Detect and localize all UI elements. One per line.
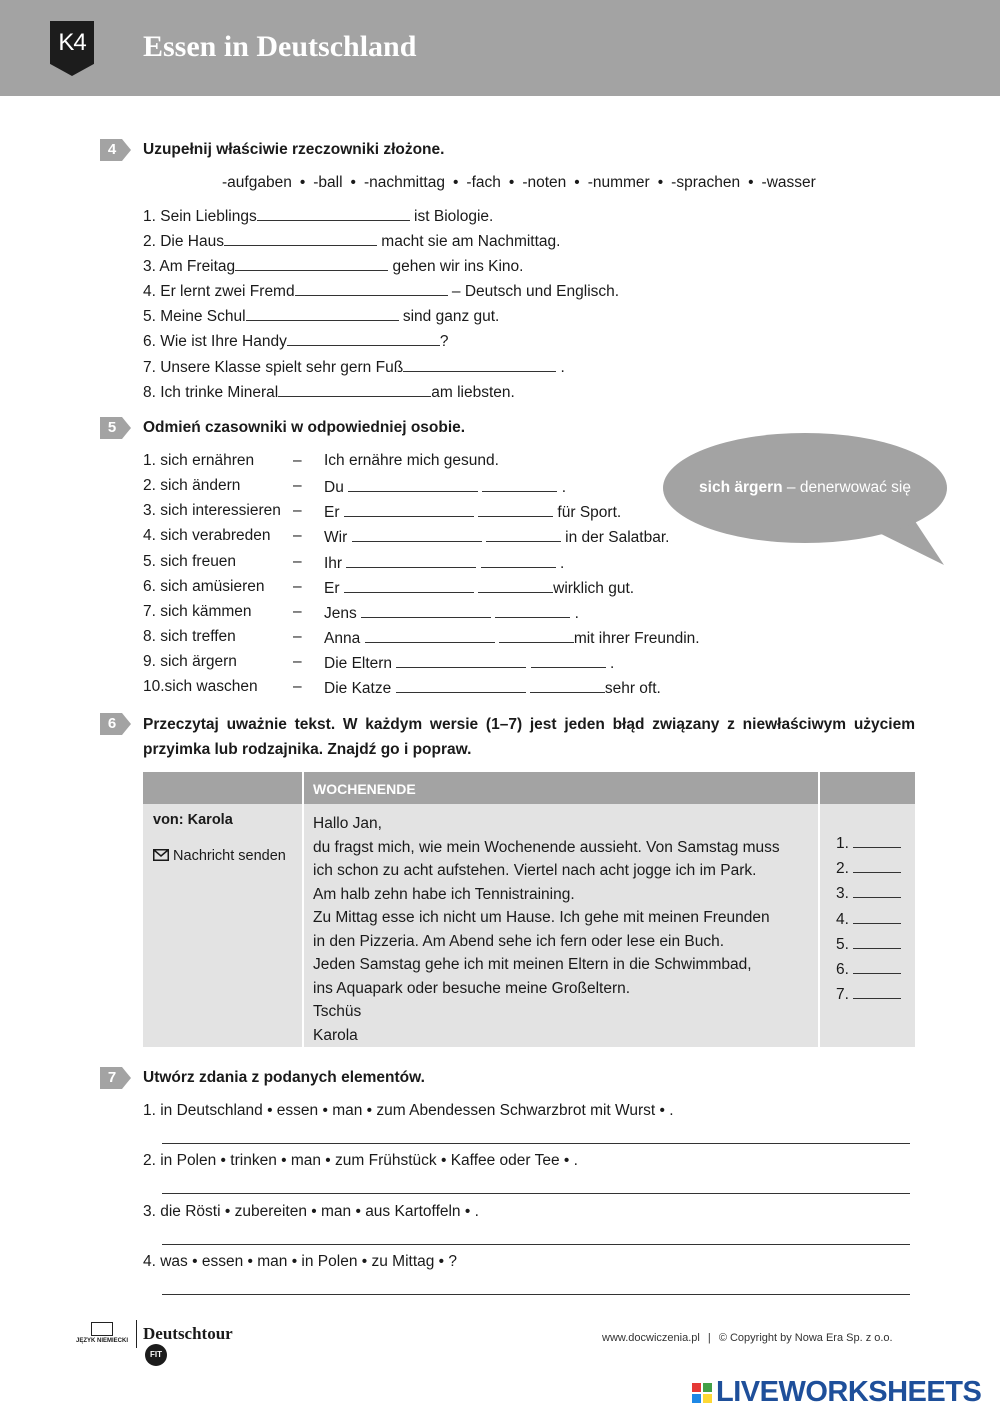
pronoun-blank[interactable] [478,502,553,517]
email-line: ich schon zu acht aufstehen. Viertel nach acht jogge ich im Park. [313,862,757,879]
verb-infinitive: 6. sich amüsieren [143,578,265,595]
sender-label: von: Karola [153,812,233,828]
answer-blank[interactable] [278,382,431,397]
sentence-end: mit ihrer Freundin. [573,630,700,647]
answer-blank[interactable] [235,256,388,271]
word-separator: • [657,174,664,191]
verb-blank[interactable] [396,678,526,693]
pronoun-blank[interactable] [530,678,605,693]
correction-blank[interactable] [853,858,901,873]
sentence-subject: Die Katze [324,680,392,697]
sentence-subject: Wir [324,529,348,546]
item-text: ? [439,333,449,350]
answer-blank[interactable] [287,331,440,346]
item-text: macht sie am Nachmittag. [376,233,561,250]
dash: – [293,502,302,519]
verb-infinitive: 8. sich treffen [143,628,236,645]
word-bank-item: -noten [522,174,567,191]
verb-blank[interactable] [348,477,478,492]
book-icon [91,1322,113,1336]
exercise-6-instruction: Przeczytaj uważnie tekst. W każdym wersie (1–7) jest jeden błąd związany z niewłaściwym użyciem przyimka lub rodzajnika. Znajdź go i popraw. [143,716,915,758]
dash: – [293,678,302,695]
table-header-row [143,772,915,804]
exercise-7-prompt: 1. in Deutschland • essen • man • zum Abendessen Schwarzbrot mit Wurst • . [143,1102,674,1119]
sentence-end: sehr oft. [604,680,661,697]
pronoun-blank[interactable] [531,653,606,668]
word-bank-item: -fach [466,174,501,191]
exercise-4-instruction: Uzupełnij właściwie rzeczowniki złożone. [143,141,445,158]
verb-infinitive: 9. sich ärgern [143,653,237,670]
verb-infinitive: 10.sich waschen [143,678,258,695]
exercise-5-sentence [324,477,566,497]
email-line: Zu Mittag esse ich nicht um Hause. Ich gehe mit meinen Freunden [313,909,770,926]
email-line: Am halb zehn habe ich Tennistraining. [313,885,575,903]
sentence-subject: Du [324,479,344,496]
sentence-subject: Anna [324,630,361,647]
pronoun-blank[interactable] [478,578,553,593]
answer-blank[interactable] [403,357,556,372]
dash: – [293,553,302,570]
sentence-end: . [555,555,565,572]
email-line: ins Aquapark oder besuche meine Großeltern. [313,979,631,997]
word-bank [222,174,816,192]
item-text: 6. Wie ist Ihre Handy [143,333,287,350]
item-text: 5. Meine Schul [143,308,246,325]
dash: – [293,603,302,620]
exercise-5-sentence [324,603,579,623]
answer-line[interactable] [162,1143,910,1144]
sentence-subject: Die Eltern [324,655,393,672]
pronoun-blank[interactable] [482,477,557,492]
liveworksheets-icon [692,1383,712,1403]
chapter-badge-label: K4 [58,29,86,56]
email-table [143,772,915,1047]
correction-blank[interactable] [853,909,901,924]
exercise-4-item [143,306,499,326]
exercise-4-item [143,206,493,226]
correction-blank[interactable] [853,833,901,848]
answer-item [836,907,901,932]
sentence-subject: Ihr [324,555,343,572]
dash: – [293,628,302,645]
word-separator: • [299,174,306,191]
item-text: am liebsten. [431,384,515,401]
sentence-end: in der Salatbar. [560,529,670,546]
dash: – [293,477,302,494]
exercise-5-instruction: Odmień czasowniki w odpowiedniej osobie. [143,419,466,436]
answer-blank[interactable] [224,231,377,246]
sentence-end: . [557,479,567,496]
item-text: . [556,359,565,376]
answer-item [836,831,901,856]
item-text: – Deutsch und Englisch. [447,283,620,300]
exercise-4-item [143,281,619,301]
email-line: Jeden Samstag gehe ich mit meinen Eltern in die Schwimmbad, [313,956,752,973]
answer-blank[interactable] [257,206,410,221]
exercise-7-prompt: 2. in Polen • trinken • man • zum Frühstück • Kaffee oder Tee • . [143,1152,578,1169]
item-text: gehen wir ins Kino. [388,258,524,275]
answer-number: 6. [836,961,849,979]
exercise-7-prompt: 4. was • essen • man • in Polen • zu Mittag • ? [143,1253,458,1270]
exercise-5-sentence [324,527,669,547]
exercise-5-sentence [324,502,621,522]
exercise-7-number: 7 [100,1067,130,1089]
pronoun-blank[interactable] [495,603,570,618]
answer-number: 4. [836,910,849,928]
correction-blank[interactable] [853,959,901,974]
answer-blank[interactable] [295,281,448,296]
answer-item [836,932,901,957]
sentence-subject: Jens [324,605,357,622]
answer-number: 1. [836,835,849,852]
correction-blank[interactable] [853,934,901,949]
email-line: du fragst mich, wie mein Wochenende aussieht. Von Samstag muss [313,838,780,856]
pronoun-blank[interactable] [486,527,561,542]
verb-blank[interactable] [344,578,474,593]
word-bank-item: -nachmittag [363,174,445,191]
verb-blank[interactable] [346,553,476,568]
exercise-7-instruction: Utwórz zdania z podanych elementów. [143,1069,425,1086]
answer-item [836,982,901,1007]
exercise-5-sentence [324,578,634,598]
word-bank-item: -aufgaben [222,174,292,191]
answer-line[interactable] [162,1244,910,1245]
speech-bubble [663,433,947,543]
verb-blank[interactable] [365,628,495,643]
bubble-verb: sich ärgern [699,479,783,496]
verb-infinitive: 3. sich interessieren [143,502,281,519]
word-separator: • [574,174,580,191]
exercise-7-prompt: 3. die Rösti • zubereiten • man • aus Kartoffeln • . [143,1203,479,1220]
answer-number: 2. [836,860,849,878]
logo-fit-badge: FIT [145,1344,167,1366]
exercise-5-sentence [324,653,614,673]
dash: – [293,578,302,595]
item-text: 3. Am Freitag [143,258,236,275]
exercise-6-number: 6 [100,713,130,735]
exercise-4-item [143,382,515,402]
email-line: Hallo Jan, [313,815,382,832]
sentence-end: wirklich gut. [553,580,635,597]
envelope-icon [153,849,169,861]
word-separator: • [508,174,515,191]
exercise-5-number: 5 [100,417,130,439]
item-text: sind ganz gut. [398,308,500,325]
verb-blank[interactable] [396,653,526,668]
correction-blank[interactable] [853,883,901,898]
exercise-5-sentence [324,553,564,573]
verb-infinitive: 1. sich ernähren [143,452,255,469]
item-text: 2. Die Haus [143,233,224,250]
bubble-translation: – denerwować się [782,479,911,496]
email-line: Karola [313,1026,358,1044]
verb-infinitive: 5. sich freuen [143,553,237,570]
email-body [313,812,780,1047]
pronoun-blank[interactable] [481,553,556,568]
answer-item [836,856,901,881]
word-separator: • [748,174,754,191]
page-header [0,0,1000,96]
item-text: 8. Ich trinke Mineral [143,384,279,401]
footer-copyright: www.docwiczenia.pl | © Copyright by Nowa Era Sp. z o.o. [602,1332,893,1344]
email-line: Tschüs [313,1003,362,1020]
exercise-4-item [143,256,523,276]
answer-item [836,957,901,982]
answer-column [836,831,901,1007]
answer-line[interactable] [162,1193,910,1194]
answer-blank[interactable] [246,306,399,321]
exercise-5-sentence [324,678,661,698]
dash: – [293,653,302,670]
item-text: 4. Er lernt zwei Fremd [143,283,295,300]
email-line: in den Pizzeria. Am Abend sehe ich fern oder lese ein Buch. [313,932,724,950]
sentence-subject: Ich ernähre mich gesund. [324,452,499,469]
item-text: 1. Sein Lieblings [143,208,257,225]
exercise-5-sentence [324,628,700,648]
word-bank-item: -sprachen [671,174,741,191]
exercise-5-sentence [324,452,499,470]
answer-number: 7. [836,986,849,1004]
verb-blank[interactable] [344,502,474,517]
sentence-subject: Er [324,504,340,521]
word-bank-item: -wasser [761,174,816,191]
send-message-link[interactable] [153,848,286,864]
verb-blank[interactable] [352,527,482,542]
answer-number: 5. [836,935,849,953]
table-header-title: WOCHENENDE [313,781,416,797]
page-title: Essen in Deutschland [143,30,417,63]
logo-brand: Deutschtour [143,1324,233,1343]
answer-number: 3. [836,885,849,903]
item-text: ist Biologie. [409,208,494,225]
verb-infinitive: 2. sich ändern [143,477,241,494]
footer-copyright-text: © Copyright by Nowa Era Sp. z o.o. [718,1332,893,1344]
dash: – [293,452,302,469]
exercise-4-item [143,331,448,351]
sentence-end: . [605,655,615,672]
verb-infinitive: 7. sich kämmen [143,603,252,620]
footer-site: www.docwiczenia.pl [602,1332,700,1344]
sentence-end: . [570,605,579,622]
word-bank-item: -ball [313,174,343,191]
pronoun-blank[interactable] [499,628,574,643]
answer-line[interactable] [162,1294,910,1295]
sentence-end: für Sport. [553,504,622,521]
word-separator: • [350,174,356,191]
dash: – [293,527,302,544]
exercise-4-number: 4 [100,139,130,161]
logo-subject: JĘZYK NIEMIECKI [75,1338,128,1344]
word-separator: • [452,174,459,191]
send-message-label: Nachricht senden [173,848,286,864]
answer-item [836,881,901,906]
word-bank-item: -nummer [587,174,650,191]
exercise-4-item [143,231,560,251]
liveworksheets-label: LIVEWORKSHEETS [716,1376,982,1408]
liveworksheets-logo[interactable] [692,1376,981,1409]
verb-infinitive: 4. sich verabreden [143,527,271,544]
exercise-4-item [143,357,565,377]
sentence-subject: Er [324,580,340,597]
verb-blank[interactable] [361,603,491,618]
correction-blank[interactable] [853,984,901,999]
item-text: 7. Unsere Klasse spielt sehr gern Fuß [143,359,404,376]
